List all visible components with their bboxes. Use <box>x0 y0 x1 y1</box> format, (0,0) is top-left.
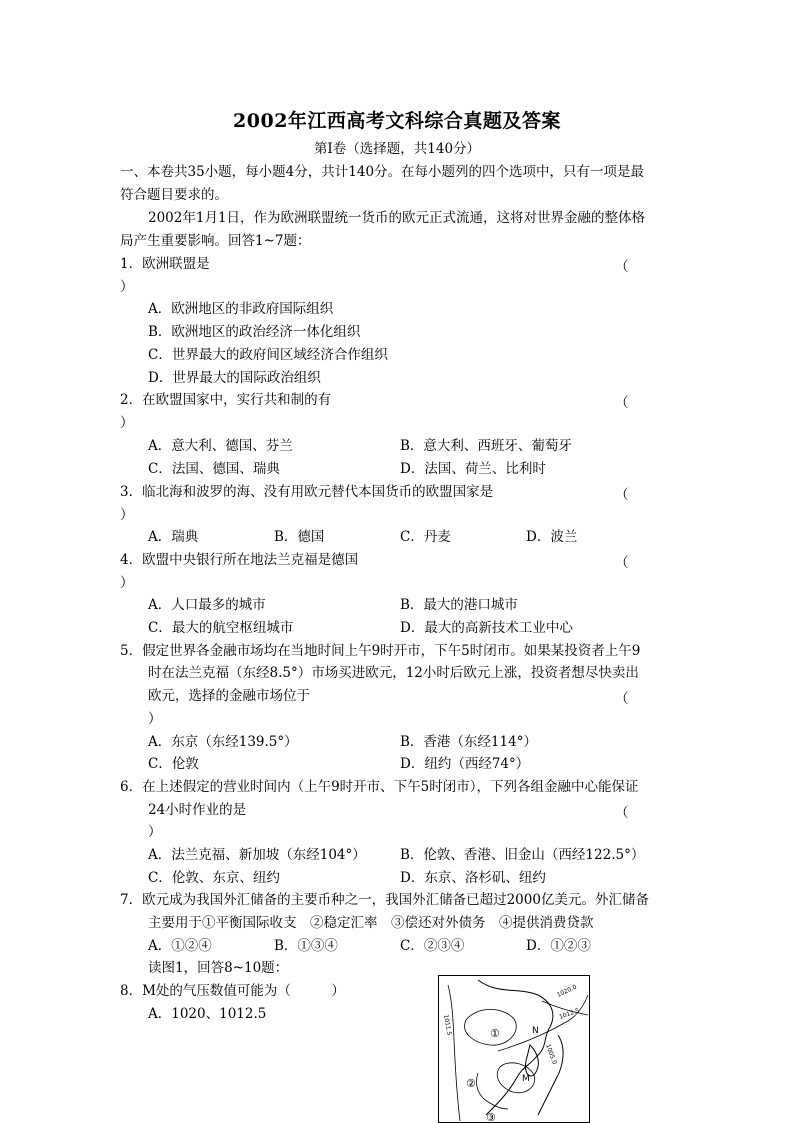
question-5-stem-line-3: 欧元，选择的金融市场位于 <box>148 688 310 704</box>
q1-option-b: B．欧洲地区的政治经济一体化组织 <box>148 324 361 340</box>
page-title: 2002年江西高考文科综合真题及答案 <box>233 110 561 132</box>
answer-paren-open: （ <box>615 555 629 571</box>
answer-paren-close: ） <box>120 279 134 295</box>
q6-option-a: A．法兰克福、新加坡（东经104°） <box>148 847 366 863</box>
q4-option-d: D．最大的高新技术工业中心 <box>400 620 573 636</box>
q2-option-a: A．意大利、德国、芬兰 <box>148 438 293 454</box>
map-intro: 读图1，回答8~10题： <box>148 960 289 976</box>
question-7-stem-line-1: 7．欧元成为我国外汇储备的主要币种之一，我国外汇储备已超过2000亿美元。外汇储备 <box>120 892 649 908</box>
isobar-label: 1005.0 <box>544 1043 558 1066</box>
q1-option-a: A．欧洲地区的非政府国际组织 <box>148 301 334 317</box>
q4-option-a: A．人口最多的城市 <box>148 597 266 613</box>
q5-option-a: A．东京（东经139.5°） <box>148 734 298 750</box>
answer-paren-open: （ <box>615 691 629 707</box>
question-6-stem-line-1: 6．在上述假定的营业时间内（上午9时开市、下午5时闭市），下列各组金融中心能保证 <box>120 779 639 795</box>
q5-option-c: C．伦敦 <box>148 756 199 772</box>
answer-paren-close: ） <box>120 507 134 523</box>
isobar-map-figure <box>438 975 590 1123</box>
q3-option-c: C．丹麦 <box>400 529 451 545</box>
q6-option-d: D．东京、洛杉矶、纽约 <box>400 870 546 886</box>
question-4-stem: 4．欧盟中央银行所在地法兰克福是德国 <box>120 552 359 568</box>
question-1-stem: 1．欧洲联盟是 <box>120 256 210 272</box>
answer-paren-close: ） <box>148 824 162 840</box>
q7-option-d: D．①②③ <box>526 938 591 954</box>
q2-option-b: B．意大利、西班牙、葡萄牙 <box>400 438 572 454</box>
question-7-stem-line-2: 主要用于①平衡国际收支 ②稳定汇率 ③偿还对外债务 ④提供消费贷款 <box>148 915 594 931</box>
answer-paren-open: （ <box>615 487 629 503</box>
q7-option-a: A．①②④ <box>148 938 212 954</box>
isobar-label: 1012.5 <box>558 1007 581 1021</box>
answer-paren-open: （ <box>615 395 629 411</box>
answer-paren-close: ） <box>120 575 134 591</box>
question-8-stem: 8．M处的气压数值可能为（ ） <box>120 983 345 999</box>
q6-option-b: B．伦敦、香港、旧金山（西经122.5°） <box>400 847 645 863</box>
point-label-m: M <box>522 1074 530 1084</box>
answer-paren-close: ） <box>120 415 134 431</box>
region-label-1: ① <box>490 1027 500 1040</box>
answer-paren-close: ） <box>148 711 162 727</box>
instructions-line-1: 一、本卷共35小题，每小题4分，共计140分。在每小题列的四个选项中，只有一项是最 <box>120 164 645 180</box>
q3-option-a: A．瑞典 <box>148 529 199 545</box>
q4-option-c: C．最大的航空枢纽城市 <box>148 620 294 636</box>
answer-paren-open: （ <box>615 259 629 275</box>
question-6-stem-line-2: 24小时作业的是 <box>148 802 247 818</box>
question-5-stem-line-1: 5．假定世界各金融市场均在当地时间上午9时开市，下午5时闭市。如果某投资者上午9 <box>120 643 641 659</box>
instructions-line-2: 符合题目要求的。 <box>120 187 228 203</box>
q2-option-d: D．法国、荷兰、比利时 <box>400 461 546 477</box>
isobar-label: 1020.0 <box>555 983 578 999</box>
question-3-stem: 3．临北海和波罗的海、没有用欧元替代本国货币的欧盟国家是 <box>120 484 494 500</box>
q4-option-b: B．最大的港口城市 <box>400 597 518 613</box>
region-label-2: ② <box>466 1077 476 1090</box>
isobar-label: 1011.5 <box>442 1014 453 1037</box>
section-subtitle: 第Ⅰ卷（选择题，共140分） <box>313 141 481 157</box>
region-label-3: ③ <box>486 1111 496 1123</box>
answer-paren-open: （ <box>615 805 629 821</box>
q1-option-d: D．世界最大的国际政治组织 <box>148 370 321 386</box>
q3-option-b: B．德国 <box>274 529 325 545</box>
q5-option-b: B．香港（东经114°） <box>400 734 537 750</box>
q5-option-d: D．纽约（西经74°） <box>400 756 530 772</box>
q7-option-c: C．②③④ <box>400 938 465 954</box>
question-2-stem: 2．在欧盟国家中，实行共和制的有 <box>120 392 332 408</box>
q1-option-c: C．世界最大的政府间区域经济合作组织 <box>148 347 388 363</box>
q8-option-a: A．1020、1012.5 <box>148 1006 267 1022</box>
q3-option-d: D．波兰 <box>526 529 578 545</box>
point-label-n: N <box>532 1026 539 1036</box>
q7-option-b: B．①③④ <box>274 938 338 954</box>
passage-line-2: 局产生重要影响。回答1~7题： <box>120 233 311 249</box>
question-5-stem-line-2: 时在法兰克福（东经8.5°）市场买进欧元，12小时后欧元上涨，投资者想尽快卖出 <box>148 665 639 681</box>
q2-option-c: C．法国、德国、瑞典 <box>148 461 280 477</box>
passage-line-1: 2002年1月1日，作为欧洲联盟统一货币的欧元正式流通，这将对世界金融的整体格 <box>148 210 646 226</box>
q6-option-c: C．伦敦、东京、纽约 <box>148 870 280 886</box>
